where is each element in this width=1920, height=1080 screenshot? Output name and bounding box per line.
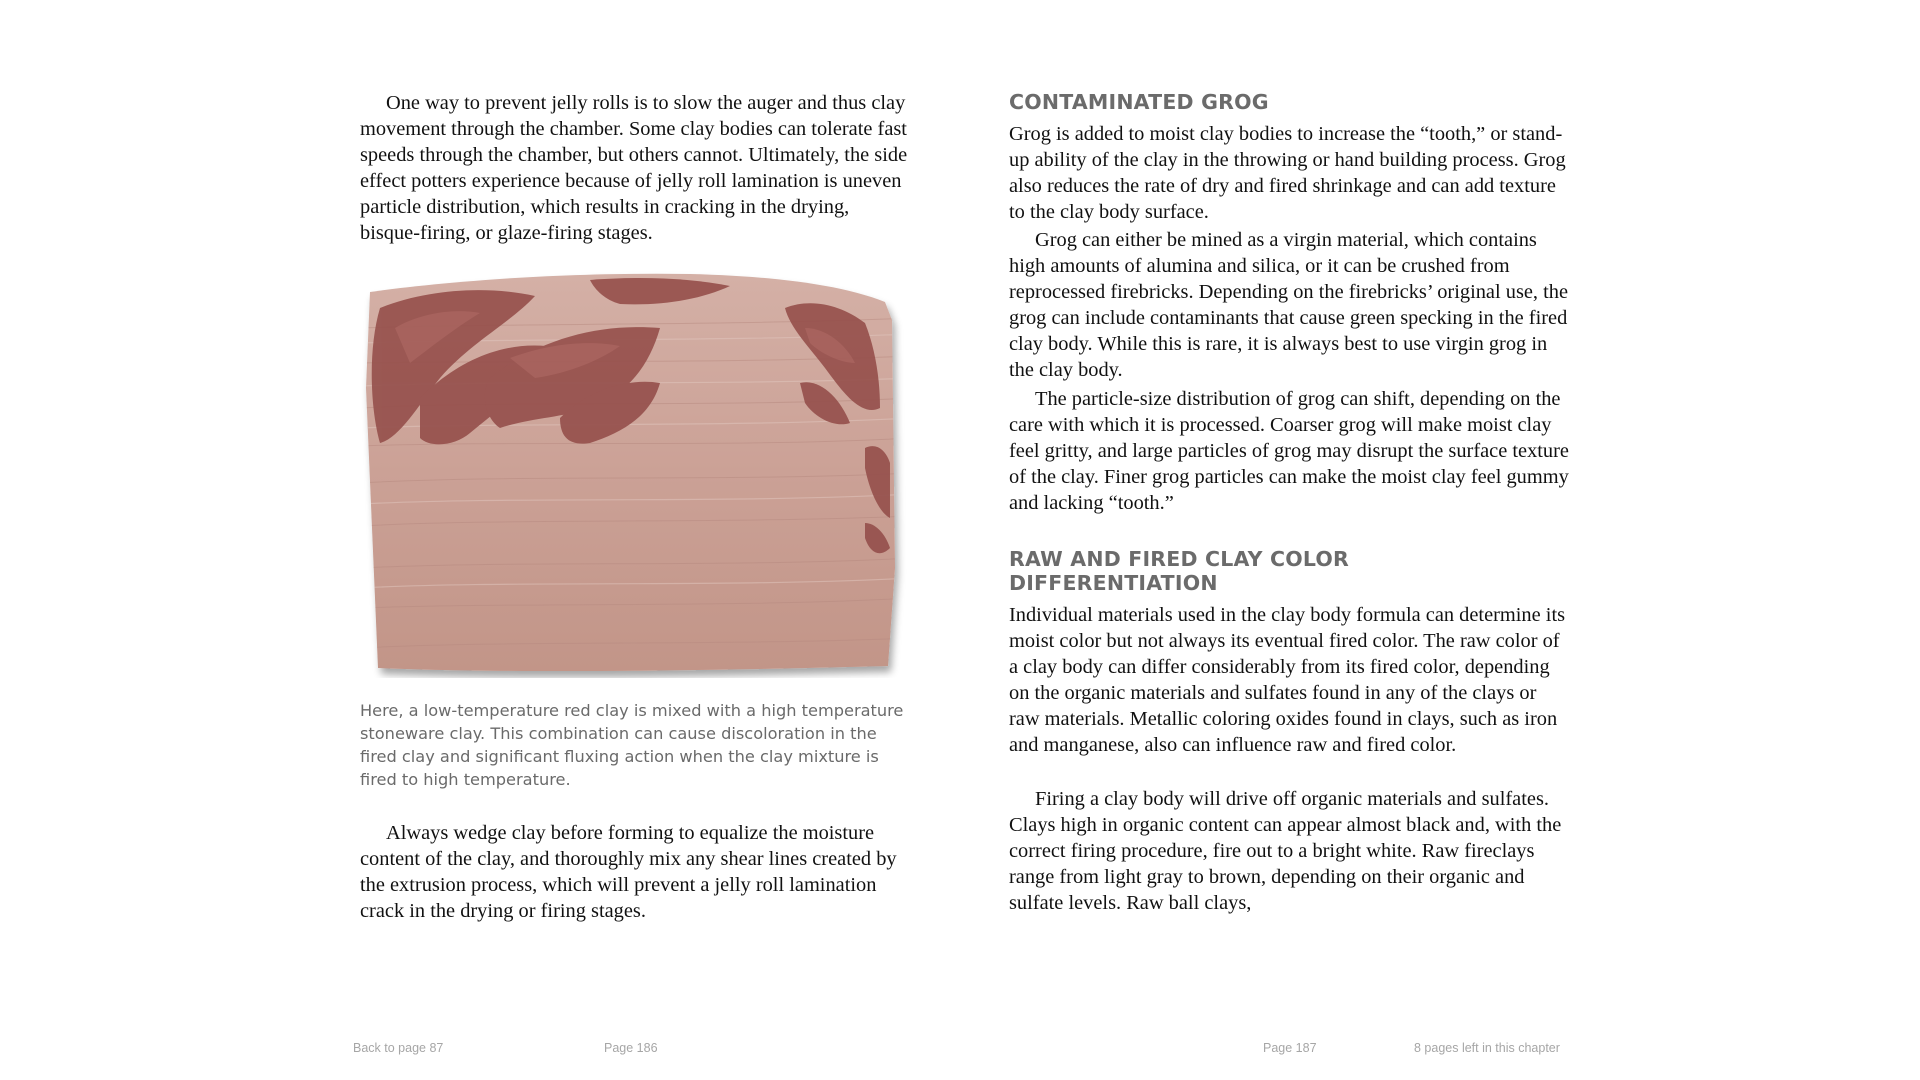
right-page-number: Page 187 [1263,1041,1317,1055]
body-paragraph: Firing a clay body will drive off organic materials and sulfates. Clays high in organic content can appear almost black and, with the correct firing procedure, fire out to a bright white. Raw fireclays range from light gray to brown, depending on their organic and sulfate levels. Raw ball clays, [1009,788,1562,914]
body-paragraph: Grog can either be mined as a virgin material, which contains high amounts of alumina and silica, or it can be crushed from reprocessed firebricks. Depending on the firebricks’ original use, the grog can include contaminants that cause green specking in the fired clay body. While this is rare, it is always best to use virgin grog in the clay body. [1009,229,1569,381]
pages-left-in-chapter: 8 pages left in this chapter [1414,1041,1560,1055]
body-paragraph: Individual materials used in the clay body formula can determine its moist color but not always its eventual fired color. The raw color of a clay body can differ considerably from its fired color, depending on the organic materials and sulfates found in any of the clays or raw materials. Metallic coloring oxides found in clays, such as iron and manganese, also can influence raw and fired color. [1009,604,1566,756]
clay-sample-photo [360,268,912,678]
body-paragraph: The particle-size distribution of grog can shift, depending on the care with which it is processed. Coarser grog will make moist clay feel gritty, and large particles of grog may disrupt the surface texture of the clay. Finer grog particles can make the moist clay feel gummy and lacking “tooth.” [1009,388,1569,514]
section-heading: RAW AND FIRED CLAY COLOR DIFFERENTIATION [1009,547,1350,595]
body-paragraph: One way to prevent jelly rolls is to slow the auger and thus clay movement through the chamber. Some clay bodies can tolerate fast speeds through the chamber, but others cannot. Ultimately, the side effect potters experience because of jelly roll lamination is uneven particle distribution, which results in cracking in the drying, bisque-firing, or glaze-firing stages. [360,92,908,244]
left-page-number: Page 186 [604,1041,658,1055]
back-to-page-link[interactable]: Back to page 87 [353,1041,444,1055]
body-paragraph: Always wedge clay before forming to equalize the moisture content of the clay, and thoroughly mix any shear lines created by the extrusion process, which will prevent a jelly roll lamination crack in the drying or firing stages. [360,822,897,922]
figure-caption: Here, a low-temperature red clay is mixed with a high temperature stoneware clay. This combination can cause discoloration in the fired clay and significant fluxing action when the clay mixture is fired to high temperature. [360,701,904,789]
section-heading: CONTAMINATED GROG [1009,90,1269,114]
body-paragraph: Grog is added to moist clay bodies to increase the “tooth,” or stand-up ability of the clay in the throwing or hand building process. Grog also reduces the rate of dry and fired shrinkage and can add texture to the clay body surface. [1009,123,1566,223]
